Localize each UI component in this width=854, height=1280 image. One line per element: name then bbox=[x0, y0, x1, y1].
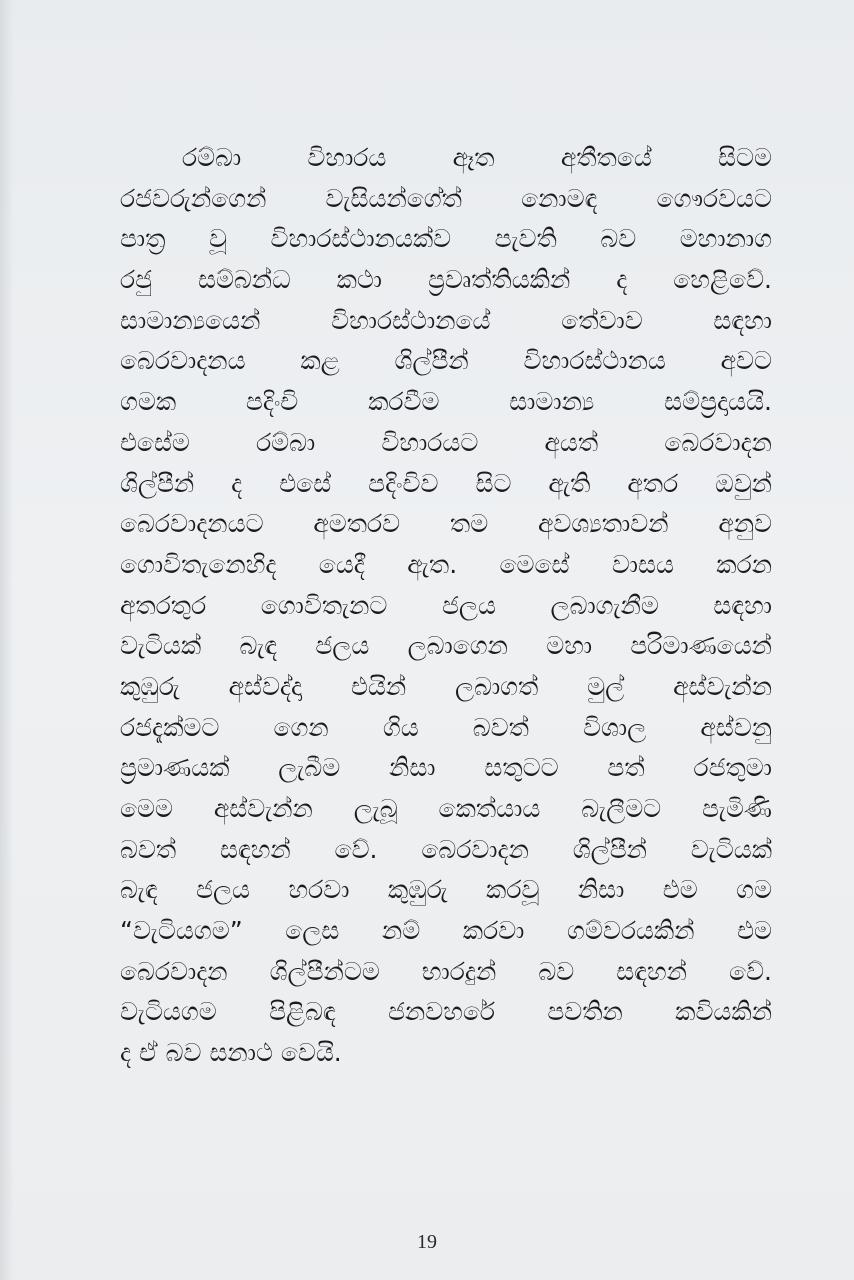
text-line: අතරතුර ගොවිතැනට ජලය ලබාගැනීම සඳහා bbox=[120, 590, 772, 620]
text-line: සාමාන්‍යයෙන් විහාරස්ථානයේ තේවාව සඳහා bbox=[120, 305, 772, 335]
text-line: රජු සම්බන්ධ කථා ප්‍රවෘත්තියකින් ද හෙළිවේ. bbox=[120, 265, 772, 295]
text-line: කුඹුරු අස්වද්දා එයින් ලබාගත් මුල් අස්වැන්න bbox=[120, 671, 772, 701]
text-line: ගොවිතැනෙහිද යෙදී ඇත. මෙසේ වාසය කරන bbox=[120, 549, 772, 579]
text-line: රජවරුන්ගෙන් වැසියන්ගේත් නොමඳ ගෞරවයට bbox=[120, 183, 772, 213]
text-line: වැටියක් බැඳ ජලය ලබාගෙන මහා පරිමාණයෙන් bbox=[120, 631, 772, 661]
text-line: ප්‍රමාණයක් ලැබීම නිසා සතුටට පත් රජතුමා bbox=[120, 753, 772, 783]
text-line: බෙරවාදනයට අමතරව තම අවශ්‍යතාවන් අනුව bbox=[120, 509, 772, 539]
text-line: පාත්‍ර වූ විහාරස්ථානයක්ව පැවති බව මහානාග bbox=[120, 224, 772, 254]
page-number: 19 bbox=[417, 1231, 437, 1253]
text-line: ද ඒ බව සනාථ වෙයි. bbox=[120, 1038, 342, 1068]
text-line: එසේම රම්බා විහාරයට අයත් බෙරවාදන bbox=[120, 427, 772, 457]
text-line: රජදැක්මට ගෙන ගිය බවත් විශාල අස්වනු bbox=[120, 712, 772, 742]
text-line: බැඳ ජලය හරවා කුඹුරු කරවූ නිසා එම ගම bbox=[120, 875, 772, 905]
text-line: ශිල්පීන් ද එසේ පදිංචිව සිට ඇති අතර ඔවුන් bbox=[120, 468, 772, 498]
text-line: බෙරවාදනය කළ ශිල්පීන් විහාරස්ථානය අවට bbox=[120, 346, 772, 376]
text-line: “වැටියගම” ලෙස නම් කරවා ගම්වරයකින් එම bbox=[120, 916, 772, 946]
text-line: රම්බා විහාරය ඈත අතීතයේ සිටම bbox=[182, 143, 772, 172]
text-line: බෙරවාදන ශිල්පීන්ටම භාරදුන් බව සඳහන් වේ. bbox=[120, 956, 772, 986]
text-line: බවත් සඳහන් වේ. බෙරවාදන ශිල්පීන් වැටියක් bbox=[120, 834, 772, 864]
page-edge-shadow bbox=[0, 0, 14, 1280]
text-line: ගමක පදිංචි කරවීම සාමාන්‍ය සම්ප්‍රදායයි. bbox=[120, 387, 772, 417]
body-paragraph bbox=[120, 138, 772, 1074]
text-line: මෙම අස්වැන්න ලැබූ කෙත්යාය බැලීමට පැමිණි bbox=[120, 794, 772, 823]
text-line: වැටියගම පිළිබඳ ජනවහරේ පවතින කවියකින් bbox=[120, 997, 772, 1027]
